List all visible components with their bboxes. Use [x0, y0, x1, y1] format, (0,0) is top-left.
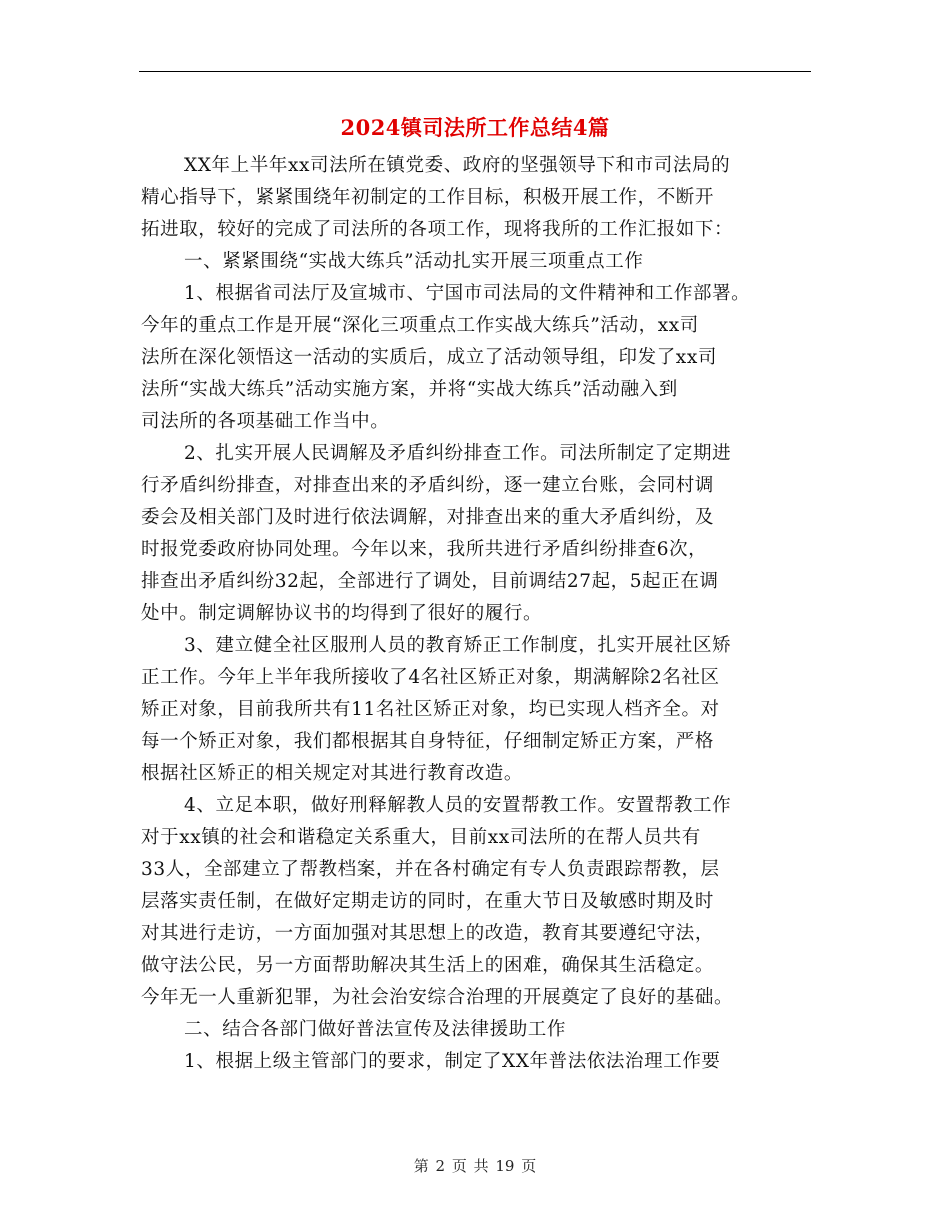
- text-line: 法所“实战大练兵”活动实施方案，并将“实战大练兵”活动融入到: [141, 379, 678, 400]
- text-line: 二、结合各部门做好普法宣传及法律援助工作: [184, 1019, 567, 1040]
- text-line: 时报党委政府协同处理。今年以来，我所共进行矛盾纠纷排查6次，: [141, 539, 708, 560]
- text-line: 1、根据上级主管部门的要求，制定了XX年普法依法治理工作要: [184, 1051, 721, 1072]
- text-line: 对其进行走访，一方面加强对其思想上的改造，教育其要遵纪守法，: [141, 923, 715, 944]
- text-line: 4、立足本职，做好刑释解教人员的安置帮教工作。安置帮教工作: [184, 795, 732, 816]
- text-line: 行矛盾纠纷排查，对排查出来的矛盾纠纷，逐一建立台账，会同村调: [141, 475, 715, 496]
- text-line: 3、建立健全社区服刑人员的教育矫正工作制度，扎实开展社区矫: [184, 635, 732, 656]
- text-line: 33人，全部建立了帮教档案，并在各村确定有专人负责跟踪帮教，层: [141, 859, 720, 880]
- text-line: 今年无一人重新犯罪，为社会治安综合治理的开展奠定了良好的基础。: [141, 987, 734, 1008]
- text-line: 做守法公民，另一方面帮助解决其生活上的困难，确保其生活稳定。: [141, 955, 715, 976]
- text-line: 层落实责任制，在做好定期走访的同时，在重大节日及敏感时期及时: [141, 891, 715, 912]
- text-line: 每一个矫正对象，我们都根据其自身特征，仔细制定矫正方案，严格: [141, 731, 715, 752]
- text-line: 根据社区矫正的相关规定对其进行教育改造。: [141, 763, 524, 784]
- text-line: 排查出矛盾纠纷32起，全部进行了调处，目前调结27起，5起正在调: [141, 571, 719, 592]
- text-line: 2、扎实开展人民调解及矛盾纠纷排查工作。司法所制定了定期进: [184, 443, 732, 464]
- text-line: 处中。制定调解协议书的均得到了很好的履行。: [141, 603, 543, 624]
- text-line: 拓进取，较好的完成了司法所的各项工作，现将我所的工作汇报如下：: [141, 219, 734, 240]
- text-line: XX年上半年xx司法所在镇党委、政府的坚强领导下和市司法局的: [184, 155, 731, 176]
- text-line: 今年的重点工作是开展“深化三项重点工作实战大练兵”活动，xx司: [141, 315, 699, 336]
- header-rule: [139, 71, 811, 72]
- text-line: 一、紧紧围绕“实战大练兵”活动扎实开展三项重点工作: [184, 251, 644, 272]
- text-line: 矫正对象，目前我所共有11名社区矫正对象，均已实现人档齐全。对: [141, 699, 720, 720]
- page-footer: 第 2 页 共 19 页: [413, 1157, 537, 1175]
- text-line: 委会及相关部门及时进行依法调解，对排查出来的重大矛盾纠纷，及: [141, 507, 715, 528]
- text-line: 1、根据省司法厅及宣城市、宁国市司法局的文件精神和工作部署。: [184, 283, 751, 304]
- text-line: 正工作。今年上半年我所接收了4名社区矫正对象，期满解除2名社区: [141, 667, 720, 688]
- text-line: 精心指导下，紧紧围绕年初制定的工作目标，积极开展工作，不断开: [141, 187, 715, 208]
- document-body: [141, 150, 821, 1078]
- text-line: 司法所的各项基础工作当中。: [141, 411, 390, 432]
- text-line: 对于xx镇的社会和谐稳定关系重大，目前xx司法所的在帮人员共有: [141, 827, 701, 848]
- text-line: 法所在深化领悟这一活动的实质后，成立了活动领导组，印发了xx司: [141, 347, 717, 368]
- document-title: 2024镇司法所工作总结4篇: [340, 115, 610, 140]
